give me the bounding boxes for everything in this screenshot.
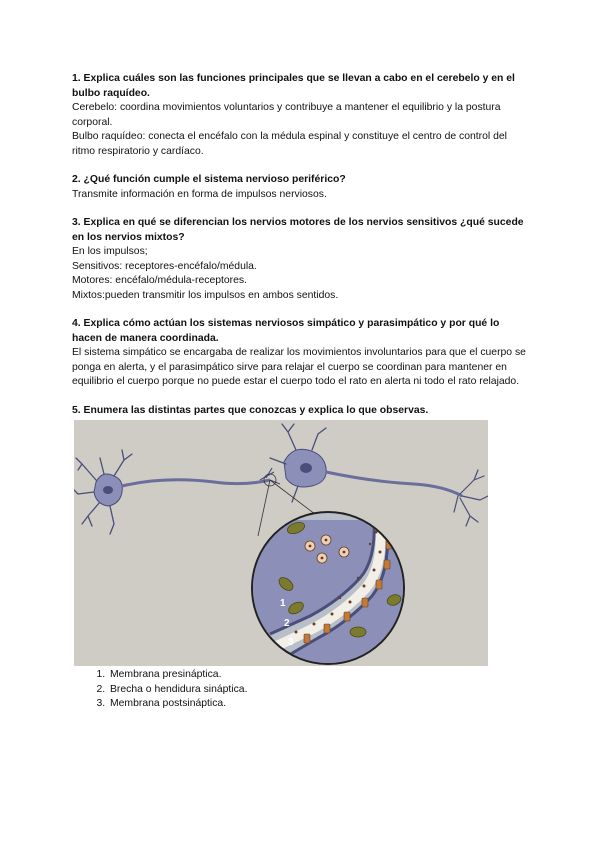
- question-title: 2. ¿Qué función cumple el sistema nervioso periférico?: [72, 174, 346, 185]
- question-title: 4. Explica cómo actúan los sistemas nerviosos simpático y parasimpático y por qué lo hacen de manera coordinada.: [72, 318, 500, 344]
- question-2: [72, 173, 528, 202]
- answer-line: Cerebelo: coordina movimientos voluntarios y contribuye a mantener el equilibrio y la postura corporal.: [72, 102, 501, 128]
- question-3: [72, 216, 528, 303]
- answer-line: Motores: encéfalo/médula-receptores.: [72, 275, 247, 286]
- synapse-diagram-icon: [74, 420, 488, 666]
- answer-line: Bulbo raquídeo: conecta el encéfalo con la médula espinal y constituye el centro de control del ritmo respiratorio y cardíaco.: [72, 131, 507, 157]
- answer-line: Transmite información en forma de impulsos nerviosos.: [72, 188, 327, 200]
- marker-1: 1: [280, 598, 286, 609]
- question-5: [72, 404, 528, 419]
- labels-list: [72, 668, 528, 712]
- question-1: [72, 72, 528, 159]
- label-item: 1. Membrana presináptica.: [108, 668, 528, 683]
- document-page: [72, 72, 528, 712]
- answer-line: En los impulsos;: [72, 246, 148, 257]
- label-item: 2. Brecha o hendidura sináptica.: [108, 683, 528, 698]
- question-title: 5. Enumera las distintas partes que conozcas y explica lo que observas.: [72, 404, 429, 416]
- marker-2: 2: [284, 618, 290, 629]
- question-title: 3. Explica en qué se diferencian los nervios motores de los nervios sensitivos ¿qué sucede en los nervios mixtos?: [72, 217, 524, 243]
- answer-line: El sistema simpático se encargaba de realizar los movimientos involuntarios para que el cuerpo se ponga en alerta, y el parasimpático sirve para relajar el cuerpo se coordinan para mantener en equilibrio el cuerpo porque no puede estar el cuerpo todo el rato en alerta ni todo el rato relajado.: [72, 347, 526, 387]
- label-item: 3. Membrana postsináptica.: [108, 697, 528, 712]
- answer-line: Mixtos:pueden transmitir los impulsos en ambos sentidos.: [72, 289, 339, 301]
- question-title: 1. Explica cuáles son las funciones principales que se llevan a cabo en el cerebelo y en el bulbo raquídeo.: [72, 73, 515, 99]
- marker-3: 3: [288, 637, 294, 648]
- answer-line: Sensitivos: receptores-encéfalo/médula.: [72, 260, 257, 272]
- question-4: [72, 317, 528, 390]
